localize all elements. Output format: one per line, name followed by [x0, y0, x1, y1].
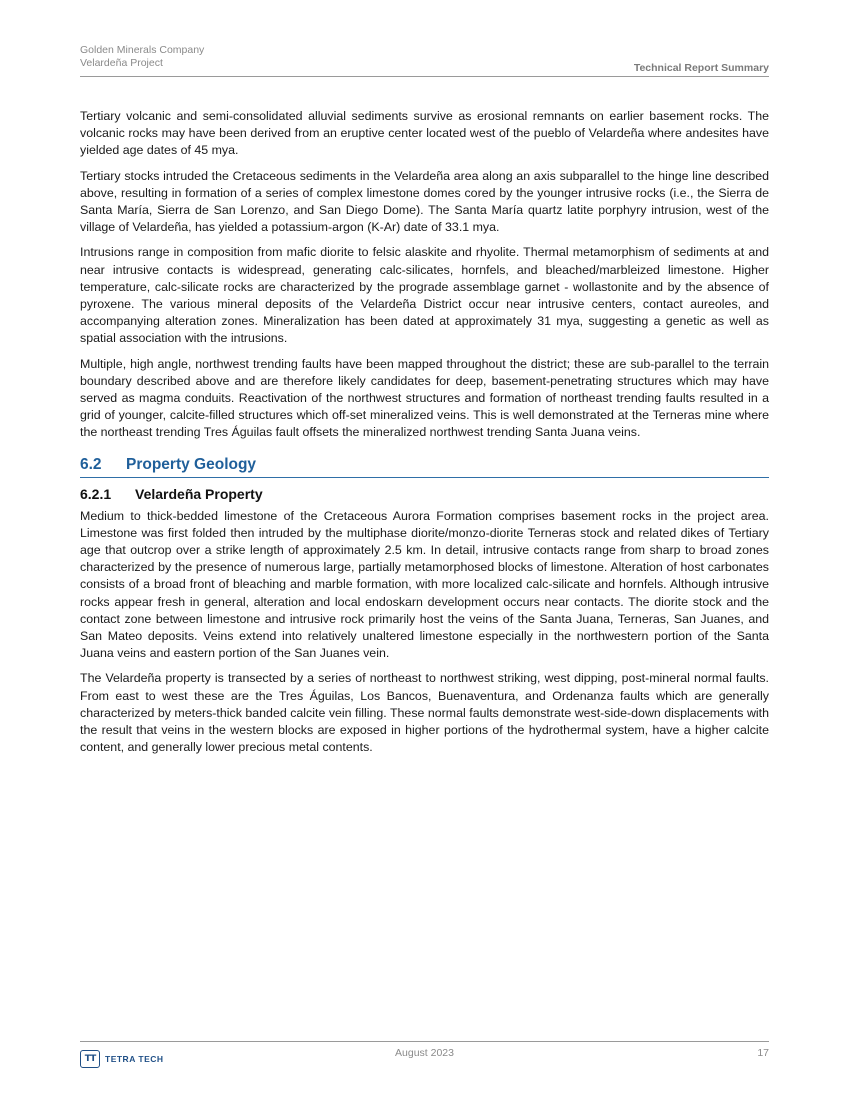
paragraph: Multiple, high angle, northwest trending faults have been mapped throughout the district; these are sub-parallel to the terrain boundary described above and are therefore likely candidates for deep, basement-penetrating structures which may have served as magma conduits. Reactivation of the northwest structures and formation of northeast trending faults resulted in a grid of younger, calcite-filled structures which off-set mineralized veins. This is well demonstrated at the Terneras mine where the northeast trending Tres Águilas fault offsets the mineralized northwest trending Santa Juana veins. [80, 356, 769, 440]
header-report-type: Technical Report Summary [633, 62, 769, 74]
document-body [80, 108, 769, 765]
tetra-tech-logo-icon: TT [80, 1050, 100, 1068]
header-project-name: Velardeña Project [80, 57, 163, 69]
page-footer [80, 1041, 769, 1072]
page-number: 17 [757, 1047, 769, 1059]
subsection-title: Velardeña Property [135, 485, 263, 502]
page-header [80, 44, 769, 77]
paragraph: Tertiary volcanic and semi-consolidated alluvial sediments survive as erosional remnants on earlier basement rocks. The volcanic rocks may have been derived from an eruptive center located west of the pueblo of Velardeña where andesites have yielded age dates of 45 mya. [80, 109, 769, 158]
footer-date: August 2023 [395, 1047, 454, 1059]
paragraph: Medium to thick-bedded limestone of the Cretaceous Aurora Formation comprises basement rocks in the project area. Limestone was first folded then intruded by the multiphase diorite/monzo-diorite Terneras stock and related dikes of Tertiary age that outcrop over a strike length of approximately 2.5 km. In detail, intrusive contacts range from sharp to broad zones characterized by the presence of numerous large, partially metamorphosed blocks of limestone. Alteration of host carbonates consists of a broad front of bleaching and marble formation, with more localized calc-silicate and hornfels. Although intrusive rocks appear fresh in general, alteration and local endoskarn development occurs near contacts. The diorite stock and the contact zone between limestone and intrusive rock primarily host the veins of the Santa Juana, Terneras, San Juanes, and San Mateo deposits. Veins extend into relatively unaltered limestone especially in the northwestern portion of the Santa Juana veins and eastern portion of the San Juanes vein. [80, 508, 769, 661]
subsection-heading [80, 486, 769, 502]
paragraph: Intrusions range in composition from mafic diorite to felsic alaskite and rhyolite. Thermal metamorphism of sediments at and near intrusive contacts is widespread, generating calc-silicates, hornfels, and bleached/marbleized limestone. Higher temperature, calc-silicate rocks are characterized by the prograde assemblage garnet - wollastonite and by the absence of pyroxene. The various mineral deposits of the Velardeña District occur near intrusive centers, contact aureoles, and accompanying alteration zones. Mineralization has been dated at approximately 31 mya, suggesting a genetic as well as spatial association with the intrusions. [80, 245, 769, 346]
section-title: Property Geology [126, 455, 257, 473]
header-company-name: Golden Minerals Company [80, 44, 205, 56]
paragraph: The Velardeña property is transected by a series of northeast to northwest striking, west dipping, post-mineral normal faults. From east to west these are the Tres Águilas, Los Bancos, Buenaventura, and Ordenanza faults which are generally characterized by meters-thick banded calcite vein filling. These normal faults demonstrate west-side-down displacements with the result that veins in the western blocks are exposed in higher portions of the hydrothermal system, have a higher calcite content, and generally lower precious metal contents. [80, 671, 769, 755]
section-heading [80, 456, 769, 478]
logo-text: TETRA TECH [105, 1054, 164, 1064]
section-number: 6.2 [80, 455, 102, 473]
subsection-number: 6.2.1 [80, 485, 112, 502]
paragraph: Tertiary stocks intruded the Cretaceous sediments in the Velardeña area along an axis subparallel to the hinge line described above, resulting in formation of a series of complex limestone domes cored by the younger intrusive rocks (i.e., the Sierra de Santa María, Sierra de San Lorenzo, and San Diego Dome). The Santa María quartz latite porphyry intrusion, west of the village of Velardeña, has yielded a potassium-argon (K-Ar) date of 33.1 mya. [80, 168, 769, 235]
